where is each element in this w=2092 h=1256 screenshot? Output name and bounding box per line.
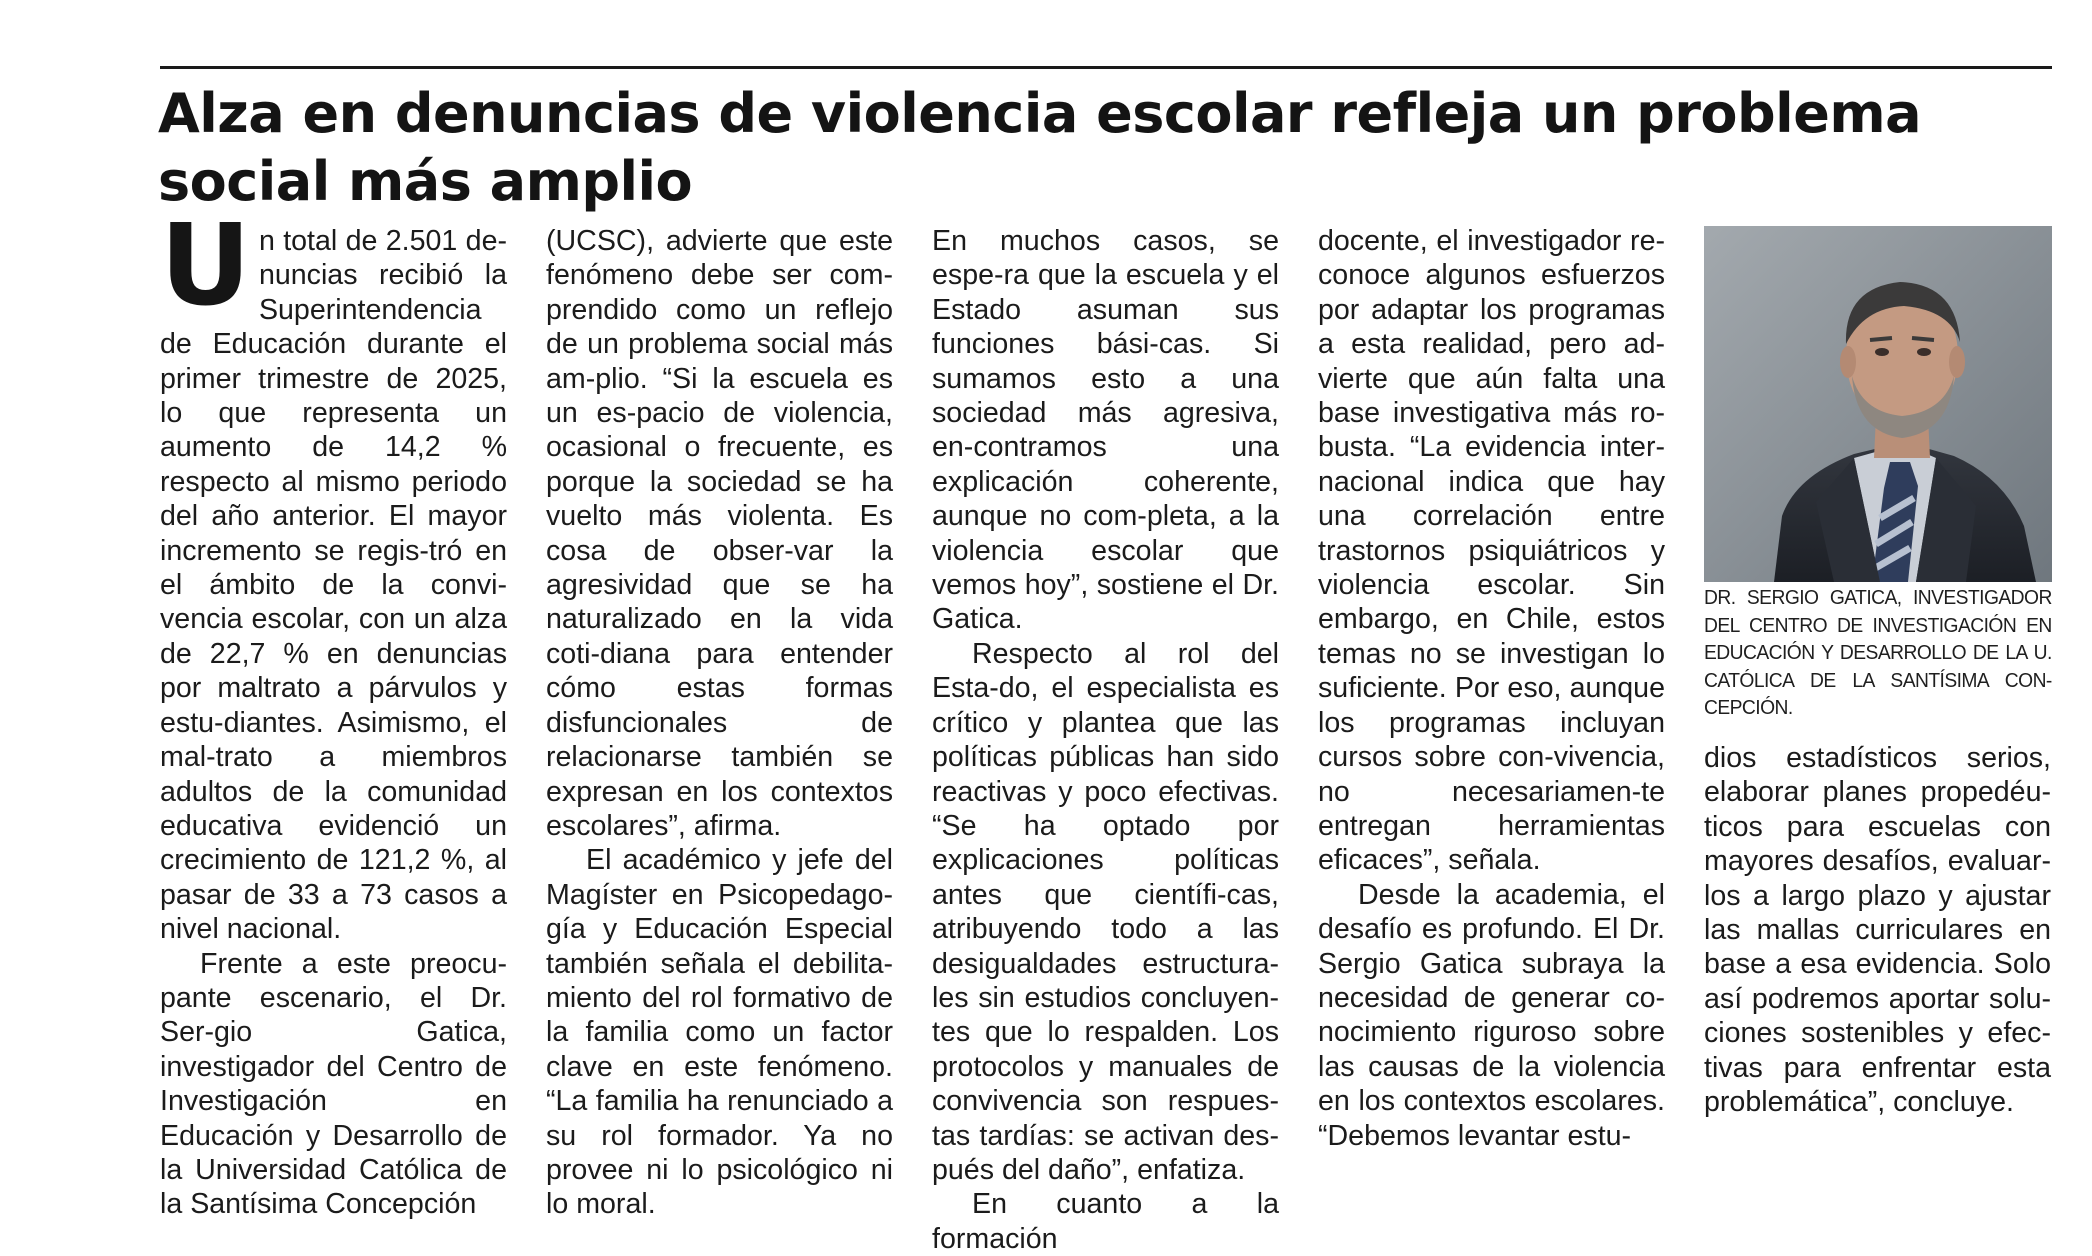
- paragraph: Respecto al rol del Esta-do, el especialista es crítico y plantea que las políticas públicas han sido reactivas y poco efectivas. “Se ha optado por explicaciones políticas antes que científi-cas, atribuyendo todo a las desigualdades estructura-les sin estudios concluyen-tes que lo respalden. Los protocolos y manuales de convivencia son respues-tas tardías: se activan des-pués del daño”, enfatiza.: [932, 637, 1279, 1186]
- paragraph: En muchos casos, se espe-ra que la escuela y el Estado asuman sus funciones bási-cas. Si sumamos esto a una sociedad más agresiva, en-contramos una explicación coherente, aunque no com-pleta, a la violencia escolar que vemos hoy”, sostiene el Dr. Gatica.: [932, 225, 1279, 636]
- column-5: [1704, 741, 2051, 1119]
- portrait-illustration: [1704, 226, 2052, 582]
- paragraph: Frente a este preocu-pante escenario, el Dr. Ser-gio Gatica, investigador del Centro de Investigación en Educación y Desarrollo de la Universidad Católica de la Santísima Concepción: [160, 947, 507, 1221]
- portrait-photo: [1704, 226, 2052, 582]
- photo-caption: DR. SERGIO GATICA, INVESTIGADOR DEL CENTRO DE INVESTIGACIÓN EN EDUCACIÓN Y DESARROLLO DE LA U. CATÓLICA DE LA SANTÍSIMA CON-CEPCIÓN.: [1704, 586, 2052, 719]
- column-1: [160, 201, 507, 1222]
- headline: Alza en denuncias de violencia escolar refleja un problema social más amplio: [158, 82, 1922, 213]
- paragraph: dios estadísticos serios, elaborar planes propedéu-ticos para escuelas con mayores desafíos, evaluar-los a largo plazo y ajustar las mallas curriculares en base a esa evidencia. Solo así podremos aportar solu-ciones sostenibles y efec-tivas para enfrentar esta problemática”, concluye.: [1704, 742, 2051, 1119]
- paragraph: (UCSC), advierte que este fenómeno debe ser com-prendido como un reflejo de un problema social más am-plio. “Si la escuela es un es-pacio de violencia, ocasional o frecuente, es porque la sociedad se ha vuelto más violenta. Es cosa de obser-var la agresividad que se ha naturalizado en la vida coti-diana para entender cómo estas formas disfuncionales de relacionarse también se expresan en los contextos escolares”, afirma.: [546, 225, 893, 842]
- column-4: [1318, 224, 1665, 1153]
- column-2: [546, 224, 893, 1222]
- paragraph: En cuanto a la formación: [932, 1188, 1279, 1255]
- column-3: [932, 224, 1279, 1256]
- drop-cap: U: [160, 201, 251, 331]
- lead-paragraph: [160, 201, 507, 947]
- paragraph: Desde la academia, el desafío es profundo. El Dr. Sergio Gatica subraya la necesidad de generar co-nocimiento riguroso sobre las causas de la violencia en los contextos escolares. “Debemos levantar estu-: [1318, 878, 1665, 1152]
- paragraph: El académico y jefe del Magíster en Psicopedago-gía y Educación Especial también señala el debilita-miento del rol formativo de la familia como un factor clave en este fenómeno. “La familia ha renunciado a su rol formador. Ya no provee ni lo psicológico ni lo moral.: [546, 844, 893, 1221]
- paragraph-text: n total de 2.501 de-nuncias recibió la Superintendencia de Educación durante el primer trimestre de 2025, lo que representa un aumento de 14,2 % respecto al mismo periodo del año anterior. El mayor incremento se regis-tró en el ámbito de la convi-vencia escolar, con un alza de 22,7 % en denuncias por maltrato a párvulos y estu-diantes. Asimismo, el mal-trato a miembros adultos de la comunidad educativa evidenció un crecimiento de 121,2 %, al pasar de 33 a 73 casos a nivel nacional.: [160, 225, 507, 946]
- paragraph: docente, el investigador re-conoce algunos esfuerzos por adaptar los programas a esta realidad, pero ad-vierte que aún falta una base investigativa más ro-busta. “La evidencia inter-nacional indica que hay una correlación entre trastornos psiquiátricos y violencia escolar. Sin embargo, en Chile, estos temas no se investigan lo suficiente. Por eso, aunque los programas incluyan cursos sobre con-vivencia, no necesariamen-te entregan herramientas eficaces”, señala.: [1318, 225, 1665, 877]
- header-rule: [160, 66, 2052, 69]
